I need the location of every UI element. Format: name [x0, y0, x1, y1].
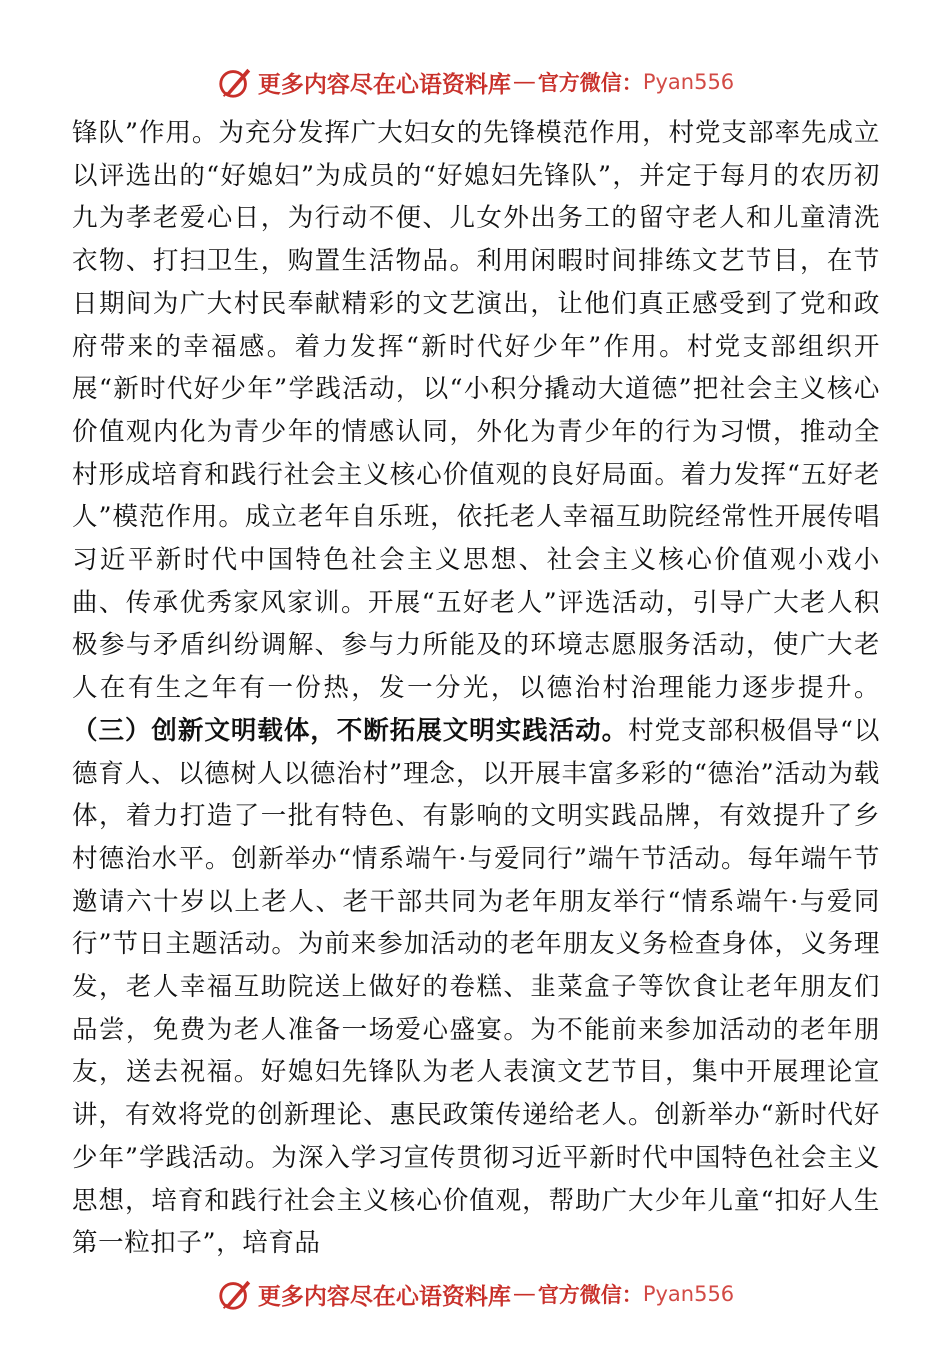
watermark-title: 更多内容尽在心语资料库 [257, 71, 511, 98]
quill-logo-icon [216, 63, 254, 101]
quill-logo-icon [216, 1275, 254, 1313]
watermark-title: 更多内容尽在心语资料库 [257, 1283, 511, 1310]
header-watermark [0, 60, 950, 104]
watermark-wechat-label: 官方微信： [537, 1283, 643, 1307]
watermark-wechat-id: Pyan556 [642, 1282, 735, 1306]
watermark-wechat-id: Pyan556 [642, 70, 735, 94]
body-paragraph-part1: 锋队”作用。为充分发挥广大妇女的先锋模范作用，村党支部率先成立以评选出的“好媳妇”为成员的“好媳妇先锋队”，并定于每月的农历初九为孝老爱心日，为行动不便、儿女外出务工的留守老人和儿童清洗衣物、打扫卫生，购置生活物品。利用闲暇时间排练文艺节目，在节日期间为广大村民奉献精彩的文艺演出，让他们真正感受到了党和政府带来的幸福感。着力发挥“新时代好少年”作用。村党支部组织开展“新时代好少年”学践活动，以“小积分撬动大道德”把社会主义核心价值观内化为青少年的情感认同，外化为青少年的行为习惯，推动全村形成培育和践行社会主义核心价值观的良好局面。着力发挥“五好老人”模范作用。成立老年自乐班，依托老人幸福互助院经常性开展传唱习近平新时代中国特色社会主义思想、社会主义核心价值观小戏小曲、传承优秀家风家训。开展“五好老人”评选活动，引导广大老人积极参与矛盾纠纷调解、参与力所能及的环境志愿服务活动，使广大老人在有生之年有一份热，发一分光，以德治村治理能力逐步提升。 [72, 118, 880, 704]
footer-watermark [0, 1272, 950, 1316]
section-heading: （三）创新文明载体，不断拓展文明实践活动。 [72, 715, 629, 746]
watermark-wechat-label: 官方微信： [537, 71, 643, 95]
watermark-separator: — [512, 1281, 536, 1307]
watermark-separator: — [512, 69, 536, 95]
document-body [72, 112, 880, 1265]
body-paragraph-part2: 村党支部积极倡导“以德育人、以德树人以德治村”理念，以开展丰富多彩的“德治”活动为载体，着力打造了一批有特色、有影响的文明实践品牌，有效提升了乡村德治水平。创新举办“情系端午·与爱同行”端午节活动。每年端午节邀请六十岁以上老人、老干部共同为老年朋友举行“情系端午·与爱同行”节日主题活动。为前来参加活动的老年朋友义务检查身体，义务理发，老人幸福互助院送上做好的卷糕、韭菜盒子等饮食让老年朋友们品尝，免费为老人准备一场爱心盛宴。为不能前来参加活动的老年朋友，送去祝福。好媳妇先锋队为老人表演文艺节目，集中开展理论宣讲，有效将党的创新理论、惠民政策传递给老人。创新举办“新时代好少年”学践活动。为深入学习宣传贯彻习近平新时代中国特色社会主义思想，培育和践行社会主义核心价值观，帮助广大少年儿童“扣好人生第一粒扣子”，培育品 [72, 715, 880, 1259]
